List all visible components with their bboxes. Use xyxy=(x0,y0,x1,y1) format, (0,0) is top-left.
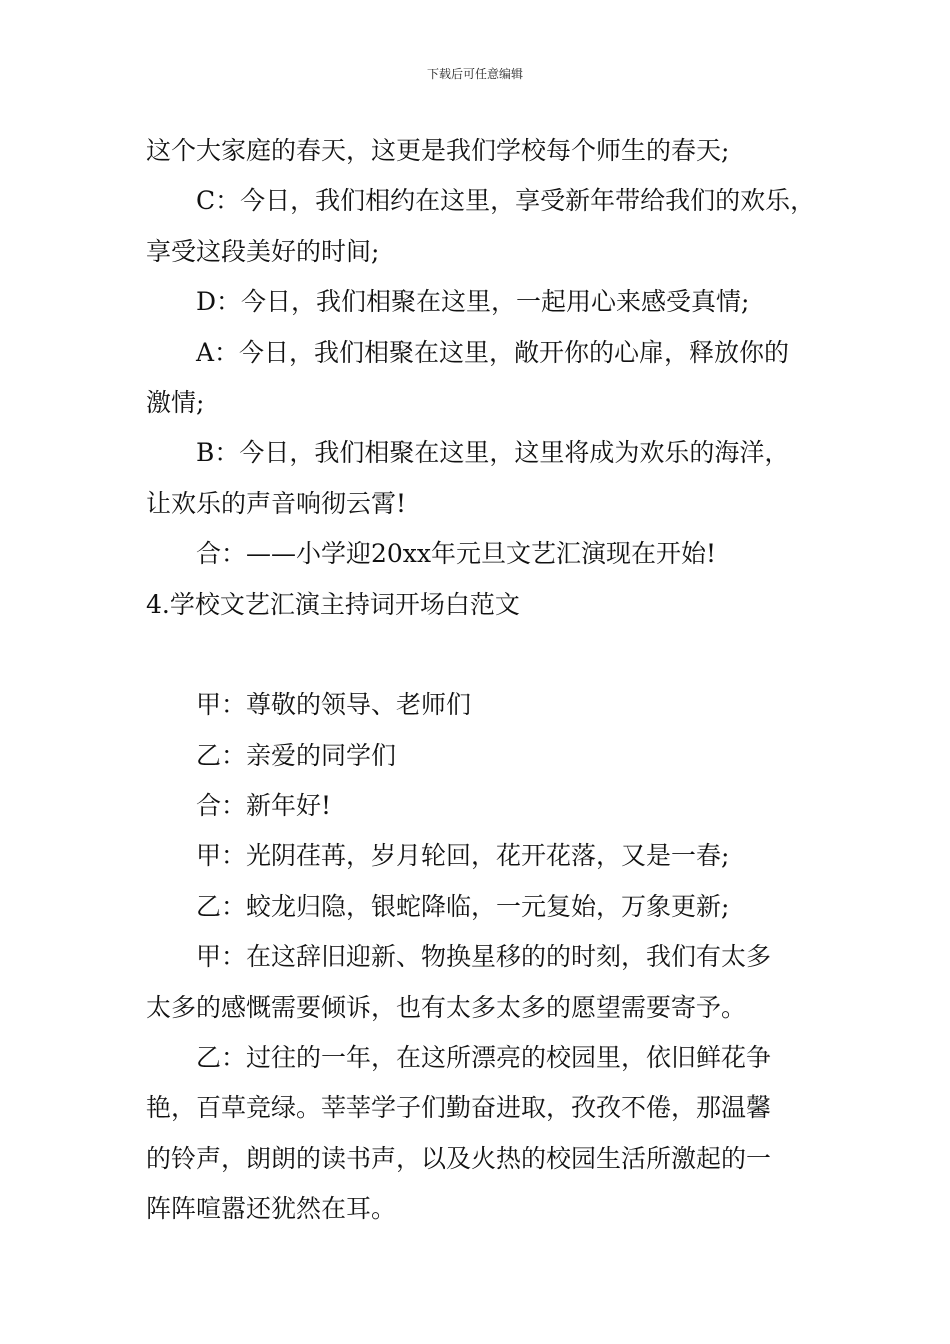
text-line: 这个大家庭的春天，这更是我们学校每个师生的春天; xyxy=(146,136,730,165)
text-line: 乙：过往的一年，在这所漂亮的校园里，依旧鲜花争 xyxy=(196,1043,772,1073)
text-line: C：今日，我们相约在这里，享受新年带给我们的欢乐， xyxy=(196,186,816,216)
text-line: 乙：亲爱的同学们 xyxy=(196,740,397,770)
text-line: B：今日，我们相聚在这里，这里将成为欢乐的海洋， xyxy=(196,438,790,468)
text-line: 乙：蛟龙归隐，银蛇降临，一元复始，万象更新; xyxy=(196,891,730,921)
text-line: 激情; xyxy=(146,387,205,417)
text-line: 艳，百草竞绿。莘莘学子们勤奋进取，孜孜不倦，那温馨 xyxy=(146,1093,772,1123)
section-heading: 4.学校文艺汇演主持词开场白范文 xyxy=(146,589,520,619)
text-line: 让欢乐的声音响彻云霄! xyxy=(146,488,407,518)
text-line: A：今日，我们相聚在这里，敞开你的心扉，释放你的 xyxy=(196,337,790,367)
page-header-note: 下载后可任意编辑 xyxy=(426,67,523,81)
text-line: D：今日，我们相聚在这里，一起用心来感受真情; xyxy=(196,287,750,317)
text-line: 甲：尊敬的领导、老师们 xyxy=(196,690,472,720)
text-line: 阵阵喧嚣还犹然在耳。 xyxy=(146,1194,397,1224)
text-line: 的铃声，朗朗的读书声，以及火热的校园生活所激起的一 xyxy=(146,1143,772,1173)
text-line: 享受这段美好的时间; xyxy=(146,236,380,266)
text-line: 甲：在这辞旧迎新、物换星移的的时刻，我们有太多 xyxy=(196,942,772,972)
text-line: 合：——小学迎20xx年元旦文艺汇演现在开始! xyxy=(196,539,717,569)
document-body xyxy=(146,126,836,1235)
text-line: 合：新年好! xyxy=(196,791,332,821)
blank-line xyxy=(146,630,836,680)
text-line: 太多的感慨需要倾诉，也有太多太多的愿望需要寄予。 xyxy=(146,992,747,1022)
text-line: 甲：光阴荏苒，岁月轮回，花开花落，又是一春; xyxy=(196,841,730,871)
